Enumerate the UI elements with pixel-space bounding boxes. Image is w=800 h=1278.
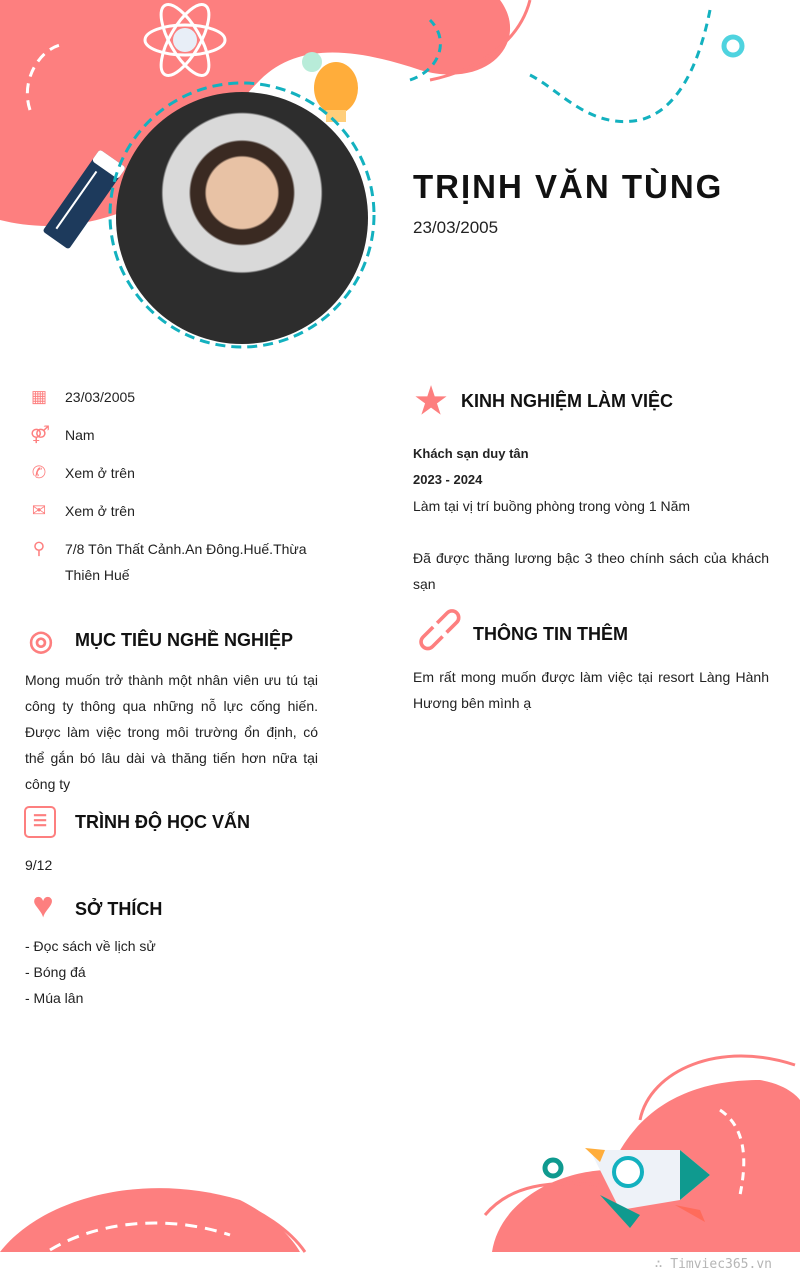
paperclip-icon: ⊂⊃ [406, 595, 474, 663]
star-icon: ★ [414, 380, 448, 421]
section-title: THÔNG TIN THÊM [473, 623, 628, 644]
objective-text: Mong muốn trở thành một nhân viên ưu tú tại công ty thông qua những nỗ lực cống hiến. Được làm việc trong môi trường ổn định, có thể gắn bó lâu dài và thăng tiến hơn nữa tại công ty [25, 672, 318, 792]
contact-phone [30, 460, 330, 486]
candidate-dob: 23/03/2005 [413, 218, 499, 237]
hobby-item: - Múa lân [25, 990, 84, 1006]
contact-address [30, 536, 330, 588]
hobbies-heading [24, 884, 162, 926]
hobbies-list [25, 933, 156, 1011]
contact-text: Nam [65, 427, 95, 443]
hobby-item: - Đọc sách về lịch sử [25, 938, 156, 954]
email-icon: ✉ [31, 501, 47, 520]
watermark: ∴ Timviec365.vn [654, 1257, 772, 1272]
checklist-icon: ☰ [24, 806, 56, 838]
contact-text: 7/8 Tôn Thất Cảnh.An Đông.Huế.Thừa Thiên Huế [65, 541, 307, 583]
contact-text: Xem ở trên [65, 503, 135, 519]
objective-heading [24, 624, 293, 657]
contact-text: 23/03/2005 [65, 389, 136, 405]
extra-heading [406, 595, 628, 663]
experience-desc: Đã được thăng lương bậc 3 theo chính sách của khách sạn [413, 550, 769, 592]
candidate-name: TRỊNH VĂN TÙNG [413, 168, 724, 205]
experience-entry [413, 441, 769, 597]
experience-heading [413, 380, 673, 422]
section-title: TRÌNH ĐỘ HỌC VẤN [75, 811, 250, 832]
extra-text: Em rất mong muốn được làm việc tại resort Làng Hành Hương bên mình ạ [413, 669, 769, 711]
location-icon: ⚲ [32, 539, 46, 558]
gender-icon: ⚤ [30, 425, 50, 444]
phone-icon: ✆ [31, 463, 47, 482]
contact-gender [30, 422, 330, 448]
experience-desc: Làm tại vị trí buồng phòng trong vòng 1 Năm [413, 498, 691, 514]
contact-dob [30, 384, 330, 410]
target-icon: ◎ [28, 625, 54, 656]
contact-text: Xem ở trên [65, 465, 135, 481]
period: 2023 - 2024 [413, 472, 483, 487]
profile-photo [116, 92, 368, 344]
education-heading [24, 806, 250, 838]
heart-icon: ♥ [32, 884, 54, 925]
hobby-item: - Bóng đá [25, 964, 86, 980]
contact-email [30, 498, 330, 524]
company: Khách sạn duy tân [413, 446, 529, 461]
section-title: MỤC TIÊU NGHỀ NGHIỆP [75, 630, 294, 650]
section-title: KINH NGHIỆM LÀM VIỆC [461, 390, 674, 411]
education-text: 9/12 [25, 857, 53, 873]
calendar-icon: ▦ [30, 387, 48, 406]
section-title: SỞ THÍCH [75, 898, 163, 919]
